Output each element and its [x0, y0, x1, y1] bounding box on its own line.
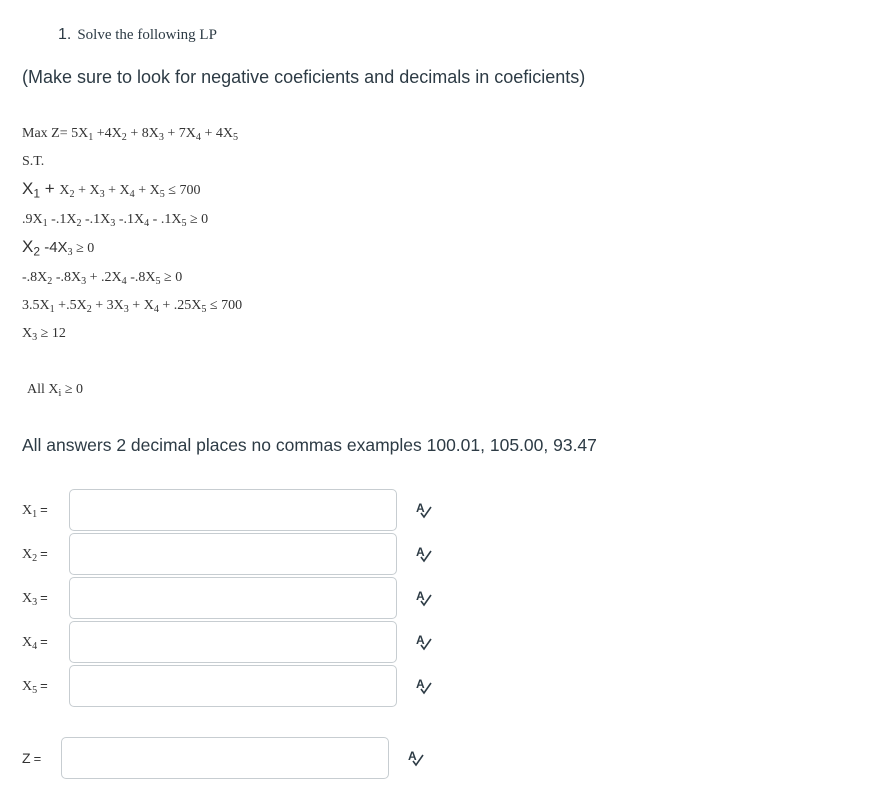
answer-instructions: All answers 2 decimal places no commas examples 100.01, 105.00, 93.47: [22, 435, 597, 455]
x3-input[interactable]: [69, 577, 397, 619]
spellcheck-icon[interactable]: [415, 589, 433, 607]
x5-label: $X_5$ =: [22, 678, 48, 696]
x5-input[interactable]: [69, 665, 397, 707]
question-note: (Make sure to look for negative coeficients and decimals in coeficients): [22, 67, 586, 87]
spellcheck-icon[interactable]: [407, 749, 425, 767]
question-number: 1.: [58, 26, 72, 43]
x3-label: $X_3$ =: [22, 590, 48, 608]
svg-text:A: A: [416, 545, 425, 559]
x2-label: $X_2$ =: [22, 546, 48, 564]
x2-input[interactable]: [69, 533, 397, 575]
x1-input[interactable]: [69, 489, 397, 531]
z-input[interactable]: [61, 737, 389, 779]
question-title: [58, 26, 217, 44]
question-title-text: Solve the following LP: [77, 27, 217, 43]
objective-function: Max $Z= 5X_1 +4X_2 + 8X_3 + 7X_4 + 4X_5$: [22, 126, 239, 143]
constraint-1: $X_1 + X_2 + X_3 + X_4 + X_5 \le 700$: [22, 179, 201, 201]
x4-label: $X_4$ =: [22, 634, 48, 652]
spellcheck-icon[interactable]: [415, 633, 433, 651]
svg-text:A: A: [416, 677, 425, 691]
constraint-3: $X_2$ $-4X_3 \ge 0$: [22, 237, 95, 259]
nonnegativity-constraint: All $X_i \ge 0$: [27, 382, 83, 399]
constraint-2: $.9X_1$ $-.1X_2$ $-.1X_3$ $-.1X_4 - .1X_5 \ge 0$: [22, 212, 209, 229]
spellcheck-icon[interactable]: [415, 545, 433, 563]
svg-text:A: A: [416, 589, 425, 603]
subject-to-label: S.T.: [22, 154, 45, 169]
constraint-6: $X_3 \ge 12$: [22, 326, 66, 343]
svg-text:A: A: [416, 633, 425, 647]
constraint-5: $3.5X_1 +.5X_2 + 3X_3 + X_4 + .25X_5 \le 700$: [22, 298, 243, 315]
spellcheck-icon[interactable]: [415, 677, 433, 695]
svg-text:A: A: [408, 749, 417, 763]
x4-input[interactable]: [69, 621, 397, 663]
svg-text:A: A: [416, 501, 425, 515]
constraint-4: $-.8X_2$ $-.8X_3 + .2X_4$ $-.8X_5 \ge 0$: [22, 270, 183, 287]
z-label: Z =: [22, 750, 42, 766]
spellcheck-icon[interactable]: [415, 501, 433, 519]
x1-label: $X_1$ =: [22, 502, 48, 520]
